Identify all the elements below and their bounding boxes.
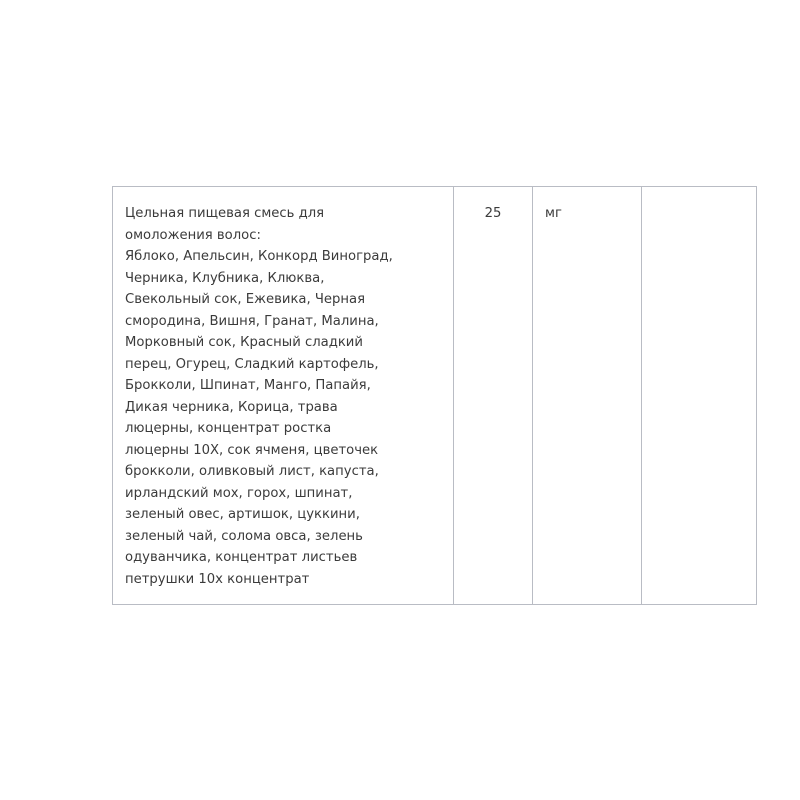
ingredient-name-line: ирландский мох, горох, шпинат, [125,485,353,501]
ingredient-name-line: Черника, Клубника, Клюква, [125,270,325,286]
ingredient-name-line: люцерны, концентрат ростка [125,421,332,436]
ingredient-amount-cell: 25 [454,187,533,605]
ingredient-name-line: люцерны 10Х, сок ячменя, цветочек [125,442,379,458]
ingredient-unit-cell: мг [533,187,642,605]
ingredient-name-line: одуванчика, концентрат листьев [125,550,358,565]
ingredient-name-line: Цельная пищевая смесь для [125,206,325,221]
ingredient-name-line: зеленый чай, солома овса, зелень [125,528,363,544]
ingredient-table [112,186,757,605]
ingredient-name-line: Яблоко, Апельсин, Конкорд Виноград, [125,249,393,264]
ingredient-name-lines [125,203,443,590]
ingredient-name-line: Дикая черника, Корица, трава [125,399,338,415]
ingredient-name-line: перец, Огурец, Сладкий картофель, [125,356,379,372]
ingredient-name-line: Морковный сок, Красный сладкий [125,335,363,350]
table-row [113,187,757,605]
ingredient-name-line: зеленый овес, артишок, цуккини, [125,507,360,522]
ingredient-name-line: Брокколи, Шпинат, Манго, Папайя, [125,378,371,393]
ingredient-extra-cell [642,187,757,605]
table-body [113,187,757,605]
ingredient-name-cell [113,187,454,605]
ingredient-name-line: брокколи, оливковый лист, капуста, [125,464,379,479]
ingredient-name-line: омоложения волос: [125,227,261,243]
ingredient-name-line: смородина, Вишня, Гранат, Малина, [125,313,379,329]
ingredient-name-line: Свекольный сок, Ежевика, Черная [125,292,366,307]
ingredient-name-line: петрушки 10х концентрат [125,571,310,587]
